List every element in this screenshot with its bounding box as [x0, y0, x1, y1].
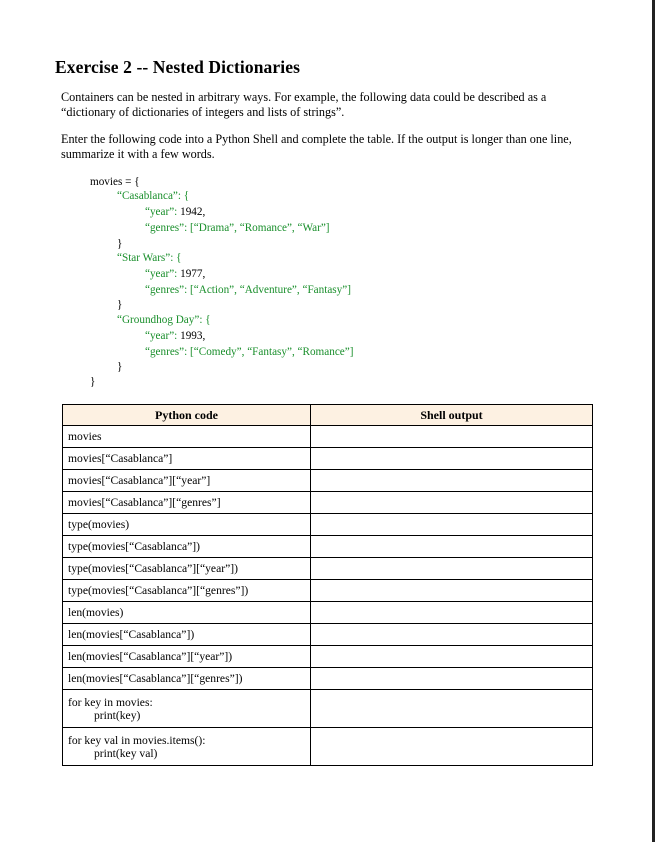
- code-cell: movies[“Casablanca”]: [63, 448, 311, 470]
- table-row: [63, 624, 593, 646]
- exercise-table: [62, 404, 593, 766]
- code-genres-line: [145, 345, 353, 360]
- code-genres-key: “genres”:: [145, 346, 188, 358]
- code-cell: type(movies[“Casablanca”]): [63, 536, 311, 558]
- output-cell[interactable]: [311, 690, 593, 728]
- code-genres-value: [“Comedy”, “Fantasy”, “Romance”]: [190, 346, 354, 358]
- output-cell[interactable]: [311, 580, 593, 602]
- intro-paragraph: Containers can be nested in arbitrary ways. For example, the following data could be described as a “dictionary of dictionaries of integers and lists of strings”.: [61, 90, 547, 119]
- output-cell[interactable]: [311, 624, 593, 646]
- code-cell: type(movies): [63, 514, 311, 536]
- code-entry-key: “Casablanca”: {: [117, 190, 190, 202]
- output-cell[interactable]: [311, 536, 593, 558]
- code-entry-close: }: [117, 361, 123, 373]
- table-row: [63, 448, 593, 470]
- code-genres-value: [“Action”, “Adventure”, “Fantasy”]: [190, 284, 351, 296]
- output-cell[interactable]: [311, 646, 593, 668]
- code-cell: [63, 728, 311, 766]
- code-cell: len(movies): [63, 602, 311, 624]
- code-open: movies = {: [90, 176, 140, 188]
- code-entry-close: }: [117, 238, 123, 250]
- table-header-row: [63, 405, 593, 426]
- code-year-value: 1993,: [180, 330, 206, 342]
- output-cell[interactable]: [311, 426, 593, 448]
- code-year-value: 1977,: [180, 268, 206, 280]
- output-cell[interactable]: [311, 514, 593, 536]
- code-genres-line: [145, 283, 351, 298]
- code-entry-key: “Star Wars”: {: [117, 252, 182, 264]
- table-row: [63, 668, 593, 690]
- exercise-title: Exercise 2 -- Nested Dictionaries: [55, 57, 300, 77]
- code-cell: movies[“Casablanca”][“genres”]: [63, 492, 311, 514]
- table-row: [63, 514, 593, 536]
- code-close: }: [90, 376, 96, 388]
- code-cell: type(movies[“Casablanca”][“genres”]): [63, 580, 311, 602]
- table-row: [63, 558, 593, 580]
- loop-line-1: for key val in movies.items():: [68, 733, 206, 747]
- code-year-key: “year”:: [145, 206, 178, 218]
- code-year-key: “year”:: [145, 268, 178, 280]
- table-row: [63, 470, 593, 492]
- table-row: [63, 646, 593, 668]
- code-genres-key: “genres”:: [145, 222, 188, 234]
- table-row: [63, 690, 593, 728]
- code-entry-key: “Groundhog Day”: {: [117, 314, 211, 326]
- table-row: [63, 536, 593, 558]
- loop-line-1: for key in movies:: [68, 695, 153, 709]
- output-cell[interactable]: [311, 492, 593, 514]
- code-year-line: [145, 205, 205, 220]
- header-python-code: Python code: [63, 405, 311, 426]
- code-cell: movies: [63, 426, 311, 448]
- code-year-value: 1942,: [180, 206, 206, 218]
- output-cell[interactable]: [311, 558, 593, 580]
- code-genres-key: “genres”:: [145, 284, 188, 296]
- code-cell: len(movies[“Casablanca”]): [63, 624, 311, 646]
- code-cell: [63, 690, 311, 728]
- output-cell[interactable]: [311, 470, 593, 492]
- table-row: [63, 492, 593, 514]
- code-cell: len(movies[“Casablanca”][“genres”]): [63, 668, 311, 690]
- code-year-key: “year”:: [145, 330, 178, 342]
- output-cell[interactable]: [311, 448, 593, 470]
- header-shell-output: Shell output: [311, 405, 593, 426]
- loop-line-2: print(key val): [94, 746, 158, 760]
- loop-line-2: print(key): [94, 708, 141, 722]
- table-row: [63, 602, 593, 624]
- output-cell[interactable]: [311, 602, 593, 624]
- code-cell: len(movies[“Casablanca”][“year”]): [63, 646, 311, 668]
- code-cell: type(movies[“Casablanca”][“year”]): [63, 558, 311, 580]
- output-cell[interactable]: [311, 728, 593, 766]
- table-row: [63, 426, 593, 448]
- code-entry-close: }: [117, 299, 123, 311]
- output-cell[interactable]: [311, 668, 593, 690]
- code-genres-value: [“Drama”, “Romance”, “War”]: [190, 222, 330, 234]
- table-row: [63, 580, 593, 602]
- code-year-line: [145, 329, 205, 344]
- code-genres-line: [145, 221, 330, 236]
- instructions-paragraph: Enter the following code into a Python Shell and complete the table. If the output is longer than one line, summarize it with a few words.: [61, 132, 572, 161]
- code-cell: movies[“Casablanca”][“year”]: [63, 470, 311, 492]
- code-year-line: [145, 267, 205, 282]
- table-row: [63, 728, 593, 766]
